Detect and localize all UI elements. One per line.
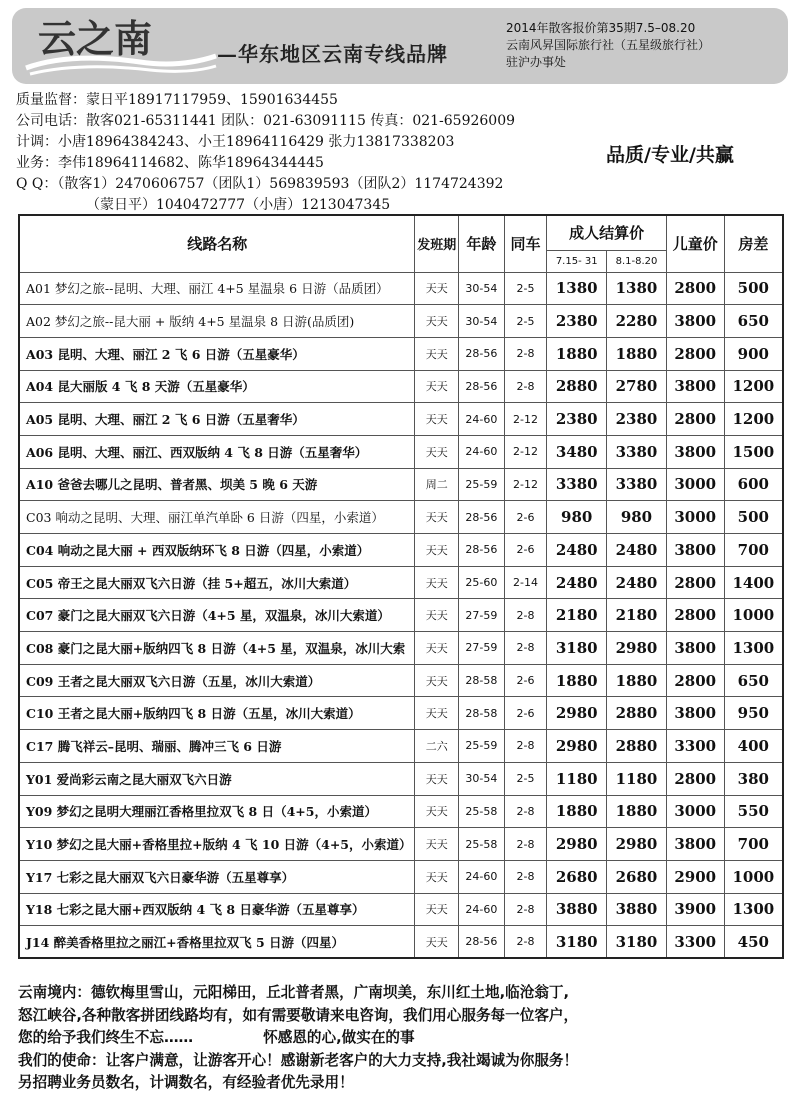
age-cell: 28-56 [459, 534, 505, 567]
group-cell: 2-12 [504, 435, 547, 468]
footer-line-1: 云南境内：德钦梅里雪山，元阳梯田，丘北普者黑，广南坝美，东川红土地,临沧翁丁, [18, 984, 570, 1001]
group-cell: 2-12 [504, 403, 547, 436]
route-name: C08 豪门之昆大丽+版纳四飞 8 日游（4+5 星，双温泉，冰川大索 [19, 632, 415, 665]
group-cell: 2-8 [504, 730, 547, 763]
price-period1-cell: 2680 [547, 860, 607, 893]
group-cell: 2-8 [504, 632, 547, 665]
age-cell: 24-60 [459, 893, 505, 926]
route-name: A02 梦幻之旅--昆大丽 + 版纳 4+5 星温泉 8 日游(品质团) [19, 305, 415, 338]
price-period2-cell: 1880 [607, 795, 667, 828]
room-diff-cell: 700 [724, 828, 783, 861]
child-price-cell: 3300 [666, 730, 724, 763]
child-price-cell: 2800 [666, 664, 724, 697]
room-diff-cell: 500 [724, 272, 783, 305]
room-diff-cell: 1000 [724, 599, 783, 632]
schedule-cell: 天天 [415, 828, 459, 861]
footer-line-3a: 您的给予我们终生不忘…… [18, 1029, 194, 1046]
child-price-cell: 3000 [666, 501, 724, 534]
header-info [506, 20, 710, 71]
table-row [19, 664, 783, 697]
age-cell: 28-56 [459, 370, 505, 403]
schedule-cell: 天天 [415, 435, 459, 468]
child-price-cell: 3800 [666, 534, 724, 567]
price-period1-cell: 1180 [547, 762, 607, 795]
room-diff-cell: 400 [724, 730, 783, 763]
age-cell: 28-56 [459, 337, 505, 370]
room-diff-cell: 1400 [724, 566, 783, 599]
group-cell: 2-8 [504, 926, 547, 959]
col-header-name: 线路名称 [19, 215, 415, 272]
col-header-period1: 7.15- 31 [547, 250, 607, 272]
table-row [19, 632, 783, 665]
group-cell: 2-8 [504, 599, 547, 632]
price-period2-cell: 1880 [607, 337, 667, 370]
footer-line-3b: 怀感恩的心,做实在的事 [263, 1029, 415, 1046]
logo-graphic [20, 12, 220, 80]
table-row [19, 370, 783, 403]
price-period1-cell: 2980 [547, 828, 607, 861]
price-period2-cell: 3180 [607, 926, 667, 959]
child-price-cell: 2800 [666, 762, 724, 795]
child-price-cell: 2800 [666, 337, 724, 370]
route-name: A06 昆明、大理、丽江、西双版纳 4 飞 8 日游（五星奢华） [19, 435, 415, 468]
schedule-cell: 天天 [415, 566, 459, 599]
age-cell: 30-54 [459, 305, 505, 338]
route-name: C04 响动之昆大丽 + 西双版纳环飞 8 日游（四星，小索道） [19, 534, 415, 567]
route-name: C03 响动之昆明、大理、丽江单汽单卧 6 日游（四星，小索道） [19, 501, 415, 534]
table-row [19, 926, 783, 959]
child-price-cell: 3800 [666, 697, 724, 730]
footer-line-3 [18, 1027, 788, 1050]
child-price-cell: 3800 [666, 370, 724, 403]
room-diff-cell: 650 [724, 305, 783, 338]
table-row [19, 272, 783, 305]
price-period1-cell: 1880 [547, 664, 607, 697]
room-diff-cell: 1300 [724, 893, 783, 926]
route-name: C07 豪门之昆大丽双飞六日游（4+5 星，双温泉，冰川大索道） [19, 599, 415, 632]
schedule-cell: 天天 [415, 632, 459, 665]
group-cell: 2-5 [504, 272, 547, 305]
room-diff-cell: 1000 [724, 860, 783, 893]
table-row [19, 501, 783, 534]
child-price-cell: 3900 [666, 893, 724, 926]
group-cell: 2-8 [504, 828, 547, 861]
group-cell: 2-8 [504, 370, 547, 403]
age-cell: 28-56 [459, 926, 505, 959]
col-header-room: 房差 [724, 215, 783, 272]
group-cell: 2-5 [504, 762, 547, 795]
table-row [19, 697, 783, 730]
price-period2-cell: 2380 [607, 403, 667, 436]
age-cell: 25-60 [459, 566, 505, 599]
room-diff-cell: 900 [724, 337, 783, 370]
price-period2-cell: 2680 [607, 860, 667, 893]
age-cell: 24-60 [459, 403, 505, 436]
table-row [19, 860, 783, 893]
schedule-cell: 天天 [415, 599, 459, 632]
room-diff-cell: 950 [724, 697, 783, 730]
room-diff-cell: 550 [724, 795, 783, 828]
price-period1-cell: 1880 [547, 795, 607, 828]
child-price-cell: 2800 [666, 599, 724, 632]
table-row [19, 795, 783, 828]
motto: 品质/专业/共赢 [606, 144, 734, 166]
room-diff-cell: 450 [724, 926, 783, 959]
route-name: C17 腾飞祥云–昆明、瑞丽、腾冲三飞 6 日游 [19, 730, 415, 763]
schedule-cell: 天天 [415, 697, 459, 730]
table-row [19, 403, 783, 436]
price-period1-cell: 3380 [547, 468, 607, 501]
schedule-cell: 天天 [415, 337, 459, 370]
route-name: A01 梦幻之旅--昆明、大理、丽江 4+5 星温泉 6 日游（品质团） [19, 272, 415, 305]
schedule-cell: 天天 [415, 534, 459, 567]
route-name: Y18 七彩之昆大丽+西双版纳 4 飞 8 日豪华游（五星尊享） [19, 893, 415, 926]
price-period1-cell: 2880 [547, 370, 607, 403]
room-diff-cell: 1200 [724, 403, 783, 436]
schedule-cell: 天天 [415, 305, 459, 338]
table-row [19, 337, 783, 370]
issue-line: 2014年散客报价第35期7.5–08.20 [506, 21, 696, 35]
room-diff-cell: 1200 [724, 370, 783, 403]
logo-text: 云之南 [38, 16, 153, 61]
footer-line-4: 我们的使命：让客户满意，让游客开心！感谢新老客户的大力支持,我社竭诚为你服务！ [18, 1051, 579, 1069]
price-period2-cell: 2480 [607, 534, 667, 567]
price-period1-cell: 2480 [547, 566, 607, 599]
route-name: C05 帝王之昆大丽双飞六日游（挂 5+超五，冰川大索道） [19, 566, 415, 599]
table-body [19, 272, 783, 958]
age-cell: 28-56 [459, 501, 505, 534]
table-row [19, 893, 783, 926]
group-cell: 2-6 [504, 664, 547, 697]
group-cell: 2-8 [504, 893, 547, 926]
age-cell: 27-59 [459, 599, 505, 632]
price-period1-cell: 2380 [547, 305, 607, 338]
price-period2-cell: 1180 [607, 762, 667, 795]
contact-info [16, 90, 515, 216]
price-table [18, 214, 784, 959]
slogan: —华东地区云南专线品牌 [217, 42, 448, 66]
route-name: Y17 七彩之昆大丽双飞六日豪华游（五星尊享） [19, 860, 415, 893]
route-name: Y01 爱尚彩云南之昆大丽双飞六日游 [19, 762, 415, 795]
footer-notes [18, 982, 788, 1095]
price-period1-cell: 2180 [547, 599, 607, 632]
schedule-cell: 天天 [415, 501, 459, 534]
schedule-cell: 天天 [415, 860, 459, 893]
price-period1-cell: 3180 [547, 632, 607, 665]
room-diff-cell: 650 [724, 664, 783, 697]
footer-line-2: 怒江峡谷,各种散客拼团线路均有，如有需要敬请来电咨询，我们用心服务每一位客户， [18, 1006, 579, 1024]
price-period2-cell: 2480 [607, 566, 667, 599]
age-cell: 25-58 [459, 828, 505, 861]
schedule-cell: 天天 [415, 370, 459, 403]
col-header-schedule: 发班期 [415, 215, 459, 272]
child-price-cell: 3800 [666, 305, 724, 338]
table-row [19, 566, 783, 599]
price-period2-cell: 2880 [607, 697, 667, 730]
price-period2-cell: 2180 [607, 599, 667, 632]
contact-planner: 计调：小唐18964384243、小王18964116429 张力13817338203 [16, 134, 455, 150]
schedule-cell: 天天 [415, 893, 459, 926]
group-cell: 2-5 [504, 305, 547, 338]
route-name: C10 王者之昆大丽+版纳四飞 8 日游（五星，冰川大索道） [19, 697, 415, 730]
group-cell: 2-14 [504, 566, 547, 599]
contact-qq: Q Q：（散客1）2470606757（团队1）569839593（团队2）1174724392 [16, 176, 504, 192]
child-price-cell: 2900 [666, 860, 724, 893]
group-cell: 2-8 [504, 337, 547, 370]
age-cell: 28-58 [459, 697, 505, 730]
schedule-cell: 天天 [415, 795, 459, 828]
child-price-cell: 3800 [666, 435, 724, 468]
schedule-cell: 天天 [415, 762, 459, 795]
route-name: A04 昆大丽版 4 飞 8 天游（五星豪华） [19, 370, 415, 403]
age-cell: 24-60 [459, 435, 505, 468]
table-row [19, 468, 783, 501]
table-row [19, 435, 783, 468]
room-diff-cell: 600 [724, 468, 783, 501]
col-header-period2: 8.1-8.20 [607, 250, 667, 272]
price-period1-cell: 2380 [547, 403, 607, 436]
price-period1-cell: 2480 [547, 534, 607, 567]
table-row [19, 305, 783, 338]
price-period1-cell: 3180 [547, 926, 607, 959]
room-diff-cell: 380 [724, 762, 783, 795]
route-name: Y10 梦幻之昆大丽+香格里拉+版纳 4 飞 10 日游（4+5，小索道） [19, 828, 415, 861]
table-row [19, 730, 783, 763]
child-price-cell: 2800 [666, 566, 724, 599]
col-header-adult: 成人结算价 [547, 215, 667, 250]
price-period2-cell: 2980 [607, 632, 667, 665]
price-period1-cell: 980 [547, 501, 607, 534]
room-diff-cell: 700 [724, 534, 783, 567]
age-cell: 30-54 [459, 272, 505, 305]
price-period2-cell: 3380 [607, 468, 667, 501]
schedule-cell: 天天 [415, 664, 459, 697]
schedule-cell: 周二 [415, 468, 459, 501]
age-cell: 27-59 [459, 632, 505, 665]
group-cell: 2-12 [504, 468, 547, 501]
child-price-cell: 3000 [666, 468, 724, 501]
price-period2-cell: 3380 [607, 435, 667, 468]
col-header-age: 年龄 [459, 215, 505, 272]
price-period2-cell: 1880 [607, 664, 667, 697]
route-name: A03 昆明、大理、丽江 2 飞 6 日游（五星豪华） [19, 337, 415, 370]
price-period2-cell: 980 [607, 501, 667, 534]
child-price-cell: 2800 [666, 403, 724, 436]
price-period2-cell: 2880 [607, 730, 667, 763]
contact-sales: 业务：李伟18964114682、陈华18964344445 [16, 155, 324, 171]
price-period1-cell: 3880 [547, 893, 607, 926]
header-banner [12, 8, 788, 84]
group-cell: 2-6 [504, 501, 547, 534]
room-diff-cell: 1500 [724, 435, 783, 468]
age-cell: 25-59 [459, 468, 505, 501]
group-cell: 2-8 [504, 795, 547, 828]
schedule-cell: 天天 [415, 926, 459, 959]
schedule-cell: 天天 [415, 272, 459, 305]
price-period2-cell: 2280 [607, 305, 667, 338]
table-row [19, 534, 783, 567]
table-row [19, 828, 783, 861]
route-name: J14 醉美香格里拉之丽江+香格里拉双飞 5 日游（四星） [19, 926, 415, 959]
route-name: A05 昆明、大理、丽江 2 飞 6 日游（五星奢华） [19, 403, 415, 436]
child-price-cell: 3000 [666, 795, 724, 828]
child-price-cell: 3800 [666, 828, 724, 861]
age-cell: 24-60 [459, 860, 505, 893]
price-period2-cell: 2980 [607, 828, 667, 861]
office-line: 驻沪办事处 [506, 55, 567, 69]
age-cell: 30-54 [459, 762, 505, 795]
child-price-cell: 3800 [666, 632, 724, 665]
age-cell: 25-58 [459, 795, 505, 828]
price-period1-cell: 1880 [547, 337, 607, 370]
age-cell: 25-59 [459, 730, 505, 763]
route-name: C09 王者之昆大丽双飞六日游（五星，冰川大索道） [19, 664, 415, 697]
contact-qq-2: （蒙日平）1040472777（小唐）1213047345 [86, 197, 391, 213]
child-price-cell: 3300 [666, 926, 724, 959]
footer-line-5: 另招聘业务员数名，计调数名，有经验者优先录用！ [18, 1074, 354, 1091]
schedule-cell: 天天 [415, 403, 459, 436]
logo [20, 12, 220, 80]
contact-quality: 质量监督：蒙日平18917117959、15901634455 [16, 92, 338, 108]
room-diff-cell: 500 [724, 501, 783, 534]
room-diff-cell: 1300 [724, 632, 783, 665]
price-period1-cell: 1380 [547, 272, 607, 305]
price-period1-cell: 3480 [547, 435, 607, 468]
col-header-group: 同车 [504, 215, 547, 272]
agency-line: 云南风昇国际旅行社（五星级旅行社） [506, 38, 711, 52]
col-header-child: 儿童价 [666, 215, 724, 272]
schedule-cell: 二六 [415, 730, 459, 763]
price-period2-cell: 2780 [607, 370, 667, 403]
group-cell: 2-8 [504, 860, 547, 893]
table-row [19, 762, 783, 795]
child-price-cell: 2800 [666, 272, 724, 305]
group-cell: 2-6 [504, 534, 547, 567]
price-period1-cell: 2980 [547, 697, 607, 730]
contact-phone: 公司电话：散客021-65311441 团队：021-63091115 传真：021-65926009 [16, 113, 516, 129]
group-cell: 2-6 [504, 697, 547, 730]
price-period1-cell: 2980 [547, 730, 607, 763]
route-name: A10 爸爸去哪儿之昆明、普者黑、坝美 5 晚 6 天游 [19, 468, 415, 501]
route-name: Y09 梦幻之昆明大理丽江香格里拉双飞 8 日（4+5，小索道） [19, 795, 415, 828]
table-row [19, 599, 783, 632]
price-period2-cell: 3880 [607, 893, 667, 926]
age-cell: 28-58 [459, 664, 505, 697]
price-period2-cell: 1380 [607, 272, 667, 305]
